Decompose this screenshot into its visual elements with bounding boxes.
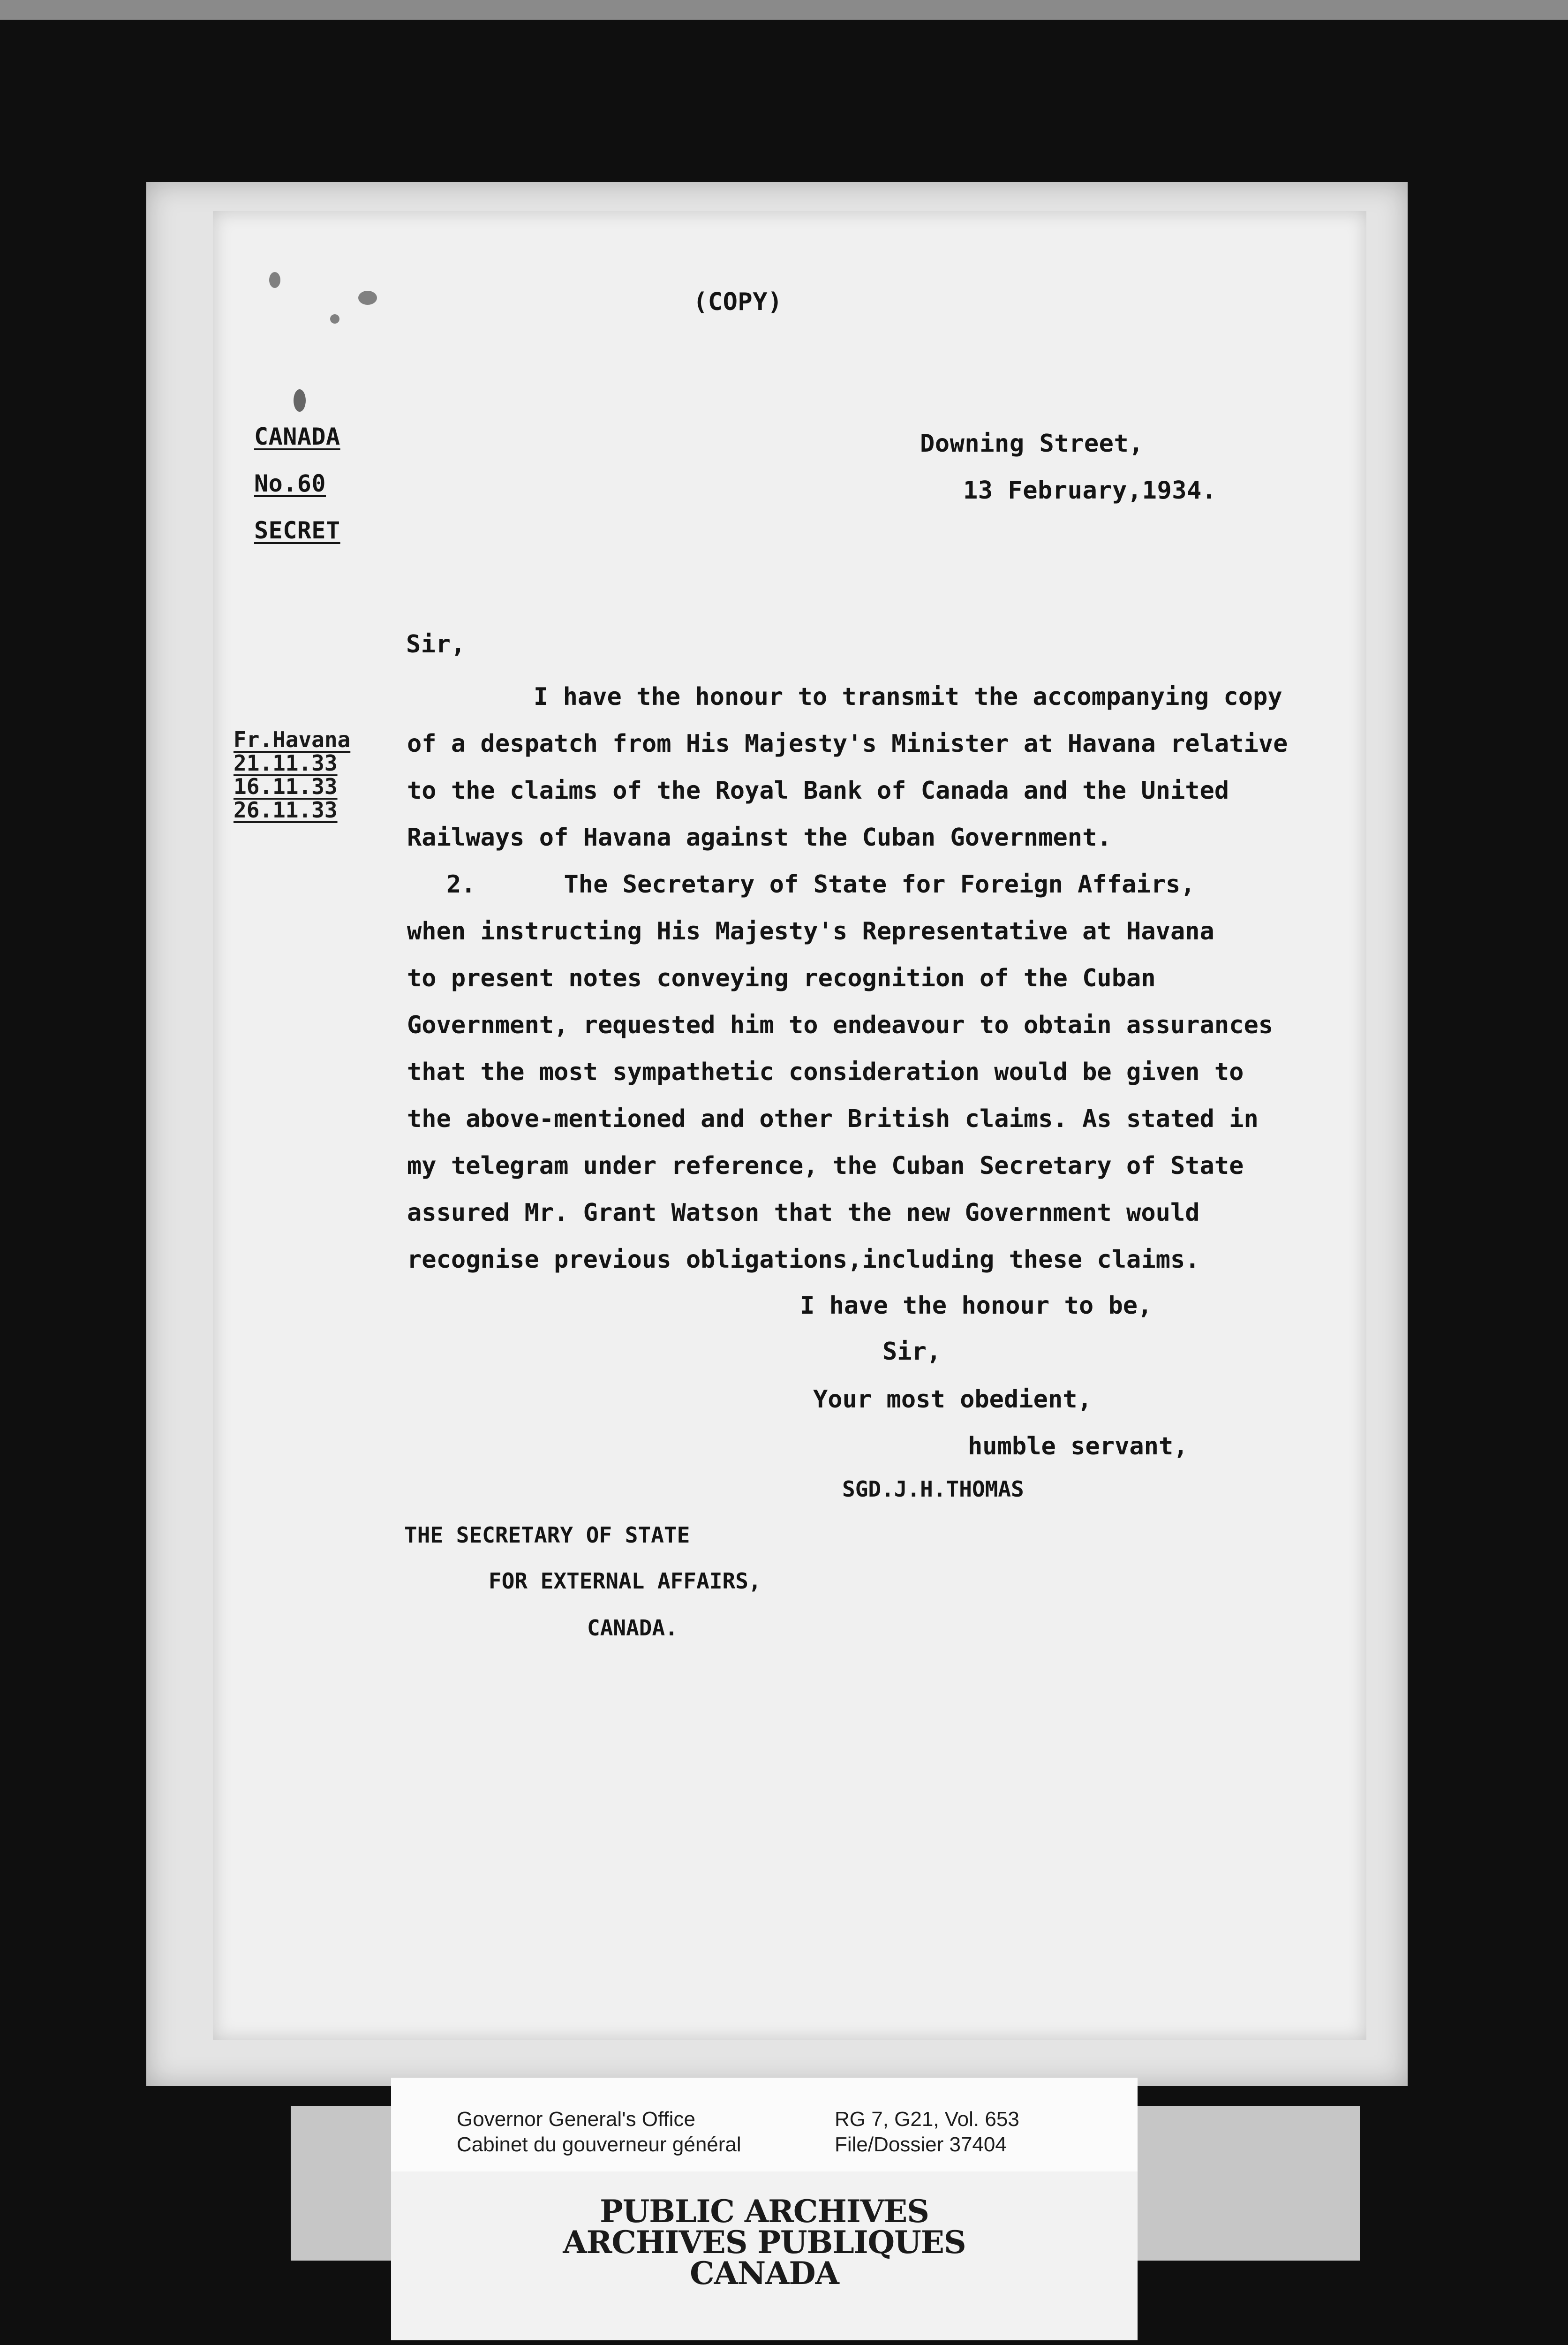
- header-classification: SECRET: [254, 517, 340, 544]
- header-number: No.60: [254, 470, 326, 497]
- margin-reference-date: 21.11.33: [234, 750, 338, 776]
- archive-file: File/Dossier 37404: [835, 2133, 1007, 2156]
- body-line: of a despatch from His Majesty's Minister at Havana relative: [407, 730, 1288, 758]
- body-line: I have the honour to transmit the accompanying copy: [534, 683, 1282, 711]
- ink-smudge: [358, 291, 377, 305]
- closing-line: Sir,: [882, 1338, 942, 1366]
- ink-smudge: [294, 389, 306, 412]
- header-country: CANADA: [254, 423, 340, 450]
- body-line: Government, requested him to endeavour to obtain assurances: [407, 1011, 1274, 1039]
- body-line: my telegram under reference, the Cuban Secretary of State: [407, 1152, 1244, 1180]
- archive-stamp-line: PUBLIC ARCHIVES: [600, 2193, 929, 2230]
- body-line: that the most sympathetic consideration would be given to: [407, 1058, 1244, 1086]
- copy-mark: (COPY): [693, 288, 783, 316]
- signature: SGD.J.H.THOMAS: [842, 1476, 1024, 1502]
- closing-line: humble servant,: [968, 1432, 1188, 1460]
- letter-date: 13 February,1934.: [963, 477, 1217, 505]
- film-edge: [0, 0, 1568, 20]
- recipient-line: THE SECRETARY OF STATE: [404, 1522, 690, 1548]
- archive-stamp-line: ARCHIVES PUBLIQUES: [563, 2224, 966, 2261]
- recipient-line: FOR EXTERNAL AFFAIRS,: [489, 1568, 761, 1594]
- closing-line: I have the honour to be,: [800, 1292, 1153, 1320]
- office-en: Governor General's Office: [457, 2108, 695, 2131]
- margin-reference-origin: Fr.Havana: [234, 727, 351, 752]
- office-fr: Cabinet du gouverneur général: [457, 2133, 741, 2156]
- archive-stamp-line: CANADA: [690, 2255, 839, 2292]
- ink-smudge: [269, 272, 280, 288]
- body-line: Railways of Havana against the Cuban Government.: [407, 824, 1112, 852]
- ink-smudge: [330, 314, 339, 324]
- salutation: Sir,: [406, 630, 466, 658]
- margin-reference-date: 26.11.33: [234, 797, 338, 823]
- recipient-line: CANADA.: [587, 1615, 678, 1641]
- body-line: 2. The Secretary of State for Foreign Affairs,: [446, 870, 1195, 899]
- body-line: to present notes conveying recognition of the Cuban: [407, 964, 1156, 992]
- body-line: assured Mr. Grant Watson that the new Government would: [407, 1199, 1200, 1227]
- margin-reference-date: 16.11.33: [234, 774, 338, 799]
- document-page: [146, 182, 1408, 2086]
- closing-line: Your most obedient,: [813, 1385, 1092, 1414]
- body-line: recognise previous obligations,including these claims.: [407, 1246, 1200, 1274]
- body-line: when instructing His Majesty's Representative at Havana: [407, 917, 1214, 946]
- body-line: the above-mentioned and other British claims. As stated in: [407, 1105, 1259, 1133]
- archive-reference: RG 7, G21, Vol. 653: [835, 2108, 1019, 2131]
- body-line: to the claims of the Royal Bank of Canada and the United: [407, 777, 1229, 805]
- sender-address: Downing Street,: [920, 430, 1144, 458]
